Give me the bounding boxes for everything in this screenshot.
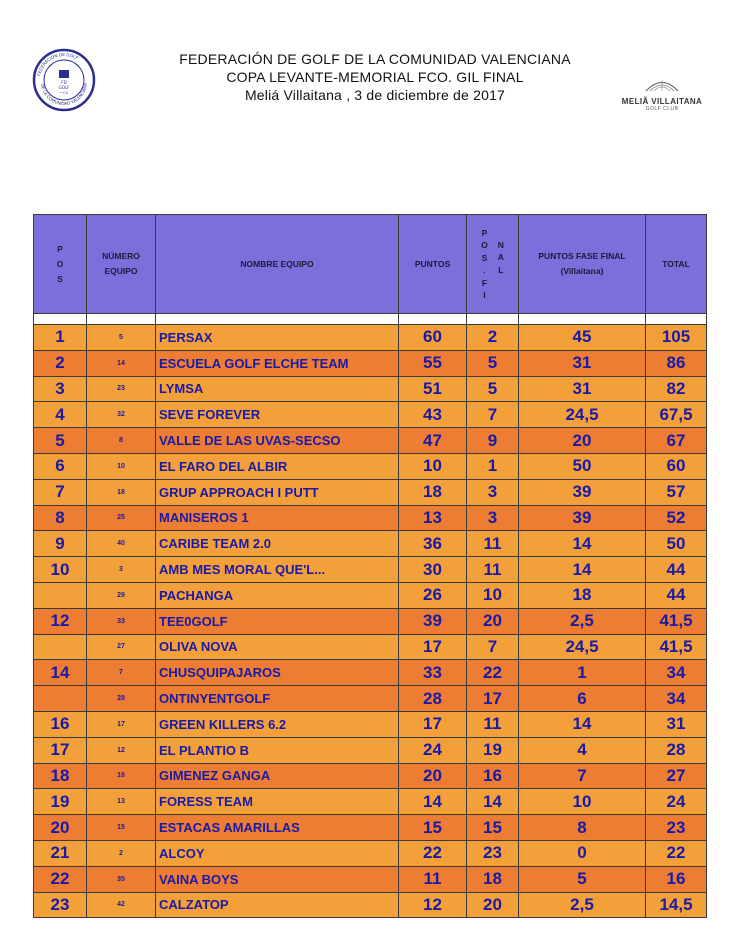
cell-pos-final: 10	[467, 582, 519, 608]
cell-puntos: 26	[399, 582, 467, 608]
cell-puntos-fase-final: 31	[519, 350, 646, 376]
cell-puntos-fase-final: 14	[519, 711, 646, 737]
table-row	[34, 505, 707, 531]
header-pos-final-letter: P	[481, 227, 488, 238]
cell-pos-final: 16	[467, 763, 519, 789]
cell-puntos: 36	[399, 531, 467, 557]
cell-puntos-fase-final: 24,5	[519, 634, 646, 660]
cell-pos: 5	[34, 428, 87, 454]
cell-total: 105	[646, 325, 707, 351]
cell-nombre-equipo: PACHANGA	[156, 582, 399, 608]
cell-puntos-fase-final: 2,5	[519, 892, 646, 918]
cell-total: 82	[646, 376, 707, 402]
cell-total: 44	[646, 582, 707, 608]
cell-pos: 4	[34, 402, 87, 428]
table-row	[34, 557, 707, 583]
table-row	[34, 350, 707, 376]
cell-puntos: 17	[399, 634, 467, 660]
cell-nombre-equipo: GREEN KILLERS 6.2	[156, 711, 399, 737]
cell-numero-equipo: 3	[87, 557, 156, 583]
cell-puntos-fase-final: 6	[519, 686, 646, 712]
header-puntos-fase-final	[519, 215, 646, 314]
header-pos-final-letter: S	[481, 252, 488, 263]
cell-numero-equipo: 35	[87, 866, 156, 892]
header-pos	[34, 215, 87, 314]
cell-total: 52	[646, 505, 707, 531]
cell-pos-final: 3	[467, 479, 519, 505]
cell-nombre-equipo: ONTINYENTGOLF	[156, 686, 399, 712]
cell-pos: 9	[34, 531, 87, 557]
cell-pos: 19	[34, 789, 87, 815]
cell-pos-final: 15	[467, 815, 519, 841]
cell-numero-equipo: 12	[87, 737, 156, 763]
table-row	[34, 660, 707, 686]
cell-puntos-fase-final: 1	[519, 660, 646, 686]
cell-nombre-equipo: PERSAX	[156, 325, 399, 351]
cell-pos-final: 19	[467, 737, 519, 763]
cell-numero-equipo: 40	[87, 531, 156, 557]
cell-numero-equipo: 29	[87, 582, 156, 608]
cell-pos	[34, 582, 87, 608]
cell-puntos-fase-final: 5	[519, 866, 646, 892]
cell-puntos: 47	[399, 428, 467, 454]
cell-puntos-fase-final: 39	[519, 505, 646, 531]
cell-nombre-equipo: CHUSQUIPAJAROS	[156, 660, 399, 686]
melia-villaitana-logo	[612, 78, 712, 118]
cell-pos: 7	[34, 479, 87, 505]
header-fase-final-line: (Villaitana)	[560, 266, 604, 276]
cell-nombre-equipo: CALZATOP	[156, 892, 399, 918]
cell-numero-equipo: 13	[87, 789, 156, 815]
cell-puntos-fase-final: 8	[519, 815, 646, 841]
cell-numero-equipo: 17	[87, 711, 156, 737]
melia-logo-sub: GOLF CLUB	[645, 106, 679, 112]
competition-title: COPA LEVANTE-MEMORIAL FCO. GIL FINAL	[226, 69, 524, 85]
cell-pos: 2	[34, 350, 87, 376]
cell-puntos-fase-final: 14	[519, 531, 646, 557]
cell-total: 31	[646, 711, 707, 737]
cell-pos: 21	[34, 840, 87, 866]
cell-puntos: 18	[399, 479, 467, 505]
cell-puntos: 14	[399, 789, 467, 815]
cell-pos: 1	[34, 325, 87, 351]
cell-numero-equipo: 10	[87, 453, 156, 479]
cell-nombre-equipo: MANISEROS 1	[156, 505, 399, 531]
cell-pos: 14	[34, 660, 87, 686]
cell-numero-equipo: 15	[87, 815, 156, 841]
cell-nombre-equipo: LYMSA	[156, 376, 399, 402]
table-row	[34, 376, 707, 402]
results-table-container	[33, 214, 706, 918]
cell-pos-final: 3	[467, 505, 519, 531]
cell-nombre-equipo: SEVE FOREVER	[156, 402, 399, 428]
cell-total: 28	[646, 737, 707, 763]
header-total: TOTAL	[646, 215, 707, 314]
header-numero-line: NÚMERO	[102, 251, 140, 261]
cell-nombre-equipo: AMB MES MORAL QUE'L...	[156, 557, 399, 583]
table-row	[34, 402, 707, 428]
cell-puntos-fase-final: 39	[519, 479, 646, 505]
cell-nombre-equipo: ESTACAS AMARILLAS	[156, 815, 399, 841]
venue-date: Meliá Villaitana , 3 de diciembre de 2017	[244, 87, 506, 103]
cell-nombre-equipo: OLIVA NOVA	[156, 634, 399, 660]
cell-puntos-fase-final: 4	[519, 737, 646, 763]
cell-total: 24	[646, 789, 707, 815]
cell-puntos: 17	[399, 711, 467, 737]
cell-puntos: 43	[399, 402, 467, 428]
cell-numero-equipo: 23	[87, 376, 156, 402]
cell-total: 41,5	[646, 608, 707, 634]
header-pos-final-letter: N	[497, 239, 504, 250]
cell-numero-equipo: 5	[87, 325, 156, 351]
cell-total: 60	[646, 453, 707, 479]
cell-nombre-equipo: VALLE DE LAS UVAS-SECSO	[156, 428, 399, 454]
cell-nombre-equipo: VAINA BOYS	[156, 866, 399, 892]
cell-total: 27	[646, 763, 707, 789]
cell-puntos: 55	[399, 350, 467, 376]
cell-numero-equipo: 25	[87, 505, 156, 531]
cell-total: 50	[646, 531, 707, 557]
cell-pos-final: 17	[467, 686, 519, 712]
federation-title: FEDERACIÓN DE GOLF DE LA COMUNIDAD VALENCIANA	[179, 51, 571, 67]
cell-numero-equipo: 14	[87, 350, 156, 376]
cell-pos: 8	[34, 505, 87, 531]
cell-pos: 22	[34, 866, 87, 892]
table-header-row	[34, 215, 707, 314]
cell-puntos-fase-final: 14	[519, 557, 646, 583]
header-pos-final-letter: A	[497, 252, 504, 262]
cell-pos-final: 11	[467, 531, 519, 557]
cell-pos: 17	[34, 737, 87, 763]
header-pos-letter: S	[57, 273, 63, 284]
cell-total: 34	[646, 660, 707, 686]
cell-puntos: 20	[399, 763, 467, 789]
table-row	[34, 453, 707, 479]
cell-numero-equipo: 42	[87, 892, 156, 918]
table-body	[34, 314, 707, 918]
cell-pos: 16	[34, 711, 87, 737]
cell-pos-final: 7	[467, 402, 519, 428]
cell-puntos: 22	[399, 840, 467, 866]
svg-text:• CV: • CV	[59, 91, 69, 95]
table-row	[34, 428, 707, 454]
cell-puntos-fase-final: 0	[519, 840, 646, 866]
cell-puntos: 60	[399, 325, 467, 351]
cell-numero-equipo: 33	[87, 608, 156, 634]
cell-pos-final: 1	[467, 453, 519, 479]
header-pos-final-letter: O	[481, 240, 488, 250]
header-pos-letter: P	[57, 243, 63, 254]
cell-puntos-fase-final: 2,5	[519, 608, 646, 634]
cell-puntos: 28	[399, 686, 467, 712]
header-numero-equipo	[87, 215, 156, 314]
header-nombre-equipo: NOMBRE EQUIPO	[156, 215, 399, 314]
cell-pos-final: 9	[467, 428, 519, 454]
svg-text:FD: FD	[61, 80, 67, 85]
cell-pos-final: 23	[467, 840, 519, 866]
table-row	[34, 892, 707, 918]
cell-nombre-equipo: TEE0GOLF	[156, 608, 399, 634]
svg-text:FEDERACIÓN DE GOLF: FEDERACIÓN DE GOLF	[36, 51, 79, 77]
cell-puntos: 11	[399, 866, 467, 892]
cell-nombre-equipo: EL PLANTIO B	[156, 737, 399, 763]
cell-total: 67	[646, 428, 707, 454]
cell-puntos: 10	[399, 453, 467, 479]
table-row	[34, 608, 707, 634]
table-row	[34, 479, 707, 505]
cell-puntos: 24	[399, 737, 467, 763]
title-block	[140, 50, 610, 104]
cell-puntos: 13	[399, 505, 467, 531]
cell-pos-final: 2	[467, 325, 519, 351]
header-fase-final-line: PUNTOS FASE FINAL	[538, 251, 626, 261]
cell-nombre-equipo: EL FARO DEL ALBIR	[156, 453, 399, 479]
cell-puntos: 30	[399, 557, 467, 583]
cell-total: 22	[646, 840, 707, 866]
table-row	[34, 815, 707, 841]
cell-puntos-fase-final: 10	[519, 789, 646, 815]
cell-pos	[34, 634, 87, 660]
cell-puntos-fase-final: 18	[519, 582, 646, 608]
header-pos-final	[467, 215, 519, 314]
cell-puntos-fase-final: 7	[519, 763, 646, 789]
cell-numero-equipo: 18	[87, 479, 156, 505]
cell-puntos: 51	[399, 376, 467, 402]
cell-pos-final: 14	[467, 789, 519, 815]
cell-puntos-fase-final: 20	[519, 428, 646, 454]
cell-total: 41,5	[646, 634, 707, 660]
cell-pos: 20	[34, 815, 87, 841]
cell-puntos: 39	[399, 608, 467, 634]
cell-pos-final: 5	[467, 376, 519, 402]
cell-pos-final: 11	[467, 557, 519, 583]
cell-pos: 12	[34, 608, 87, 634]
cell-numero-equipo: 28	[87, 686, 156, 712]
table-row	[34, 325, 707, 351]
header-pos-final-letter: I	[483, 290, 486, 300]
cell-pos	[34, 686, 87, 712]
svg-text:GOLF: GOLF	[58, 85, 70, 90]
table-row	[34, 763, 707, 789]
cell-puntos: 15	[399, 815, 467, 841]
page-header	[0, 0, 750, 120]
cell-pos-final: 20	[467, 892, 519, 918]
table-row	[34, 531, 707, 557]
cell-nombre-equipo: GIMENEZ GANGA	[156, 763, 399, 789]
melia-logo-name: MELIÃ VILLAITANA	[621, 97, 703, 106]
cell-total: 16	[646, 866, 707, 892]
cell-puntos-fase-final: 45	[519, 325, 646, 351]
header-pos-letter: O	[56, 258, 64, 269]
cell-total: 44	[646, 557, 707, 583]
cell-numero-equipo: 27	[87, 634, 156, 660]
header-numero-line: EQUIPO	[104, 266, 138, 276]
header-pos-final-letter: .	[483, 265, 486, 275]
cell-nombre-equipo: ALCOY	[156, 840, 399, 866]
cell-pos-final: 11	[467, 711, 519, 737]
header-puntos: PUNTOS	[399, 215, 467, 314]
cell-puntos: 33	[399, 660, 467, 686]
cell-nombre-equipo: FORESS TEAM	[156, 789, 399, 815]
cell-total: 23	[646, 815, 707, 841]
cell-pos: 23	[34, 892, 87, 918]
cell-numero-equipo: 8	[87, 428, 156, 454]
cell-pos: 3	[34, 376, 87, 402]
cell-nombre-equipo: CARIBE TEAM 2.0	[156, 531, 399, 557]
cell-total: 14,5	[646, 892, 707, 918]
table-row	[34, 737, 707, 763]
cell-pos-final: 18	[467, 866, 519, 892]
cell-numero-equipo: 32	[87, 402, 156, 428]
results-table	[33, 214, 707, 918]
cell-nombre-equipo: ESCUELA GOLF ELCHE TEAM	[156, 350, 399, 376]
cell-total: 67,5	[646, 402, 707, 428]
cell-numero-equipo: 16	[87, 763, 156, 789]
table-row	[34, 840, 707, 866]
cell-numero-equipo: 2	[87, 840, 156, 866]
cell-numero-equipo: 7	[87, 660, 156, 686]
cell-total: 86	[646, 350, 707, 376]
table-row	[34, 711, 707, 737]
table-row	[34, 582, 707, 608]
spacer-row	[34, 314, 707, 325]
cell-nombre-equipo: GRUP APPROACH I PUTT	[156, 479, 399, 505]
cell-pos-final: 20	[467, 608, 519, 634]
cell-total: 34	[646, 686, 707, 712]
cell-pos: 18	[34, 763, 87, 789]
cell-pos-final: 22	[467, 660, 519, 686]
federation-logo	[32, 48, 96, 112]
cell-pos-final: 5	[467, 350, 519, 376]
svg-text:DE LA COMUNIDAD VALENCIANA: DE LA COMUNIDAD VALENCIANA	[40, 82, 89, 107]
cell-puntos-fase-final: 24,5	[519, 402, 646, 428]
cell-puntos: 12	[399, 892, 467, 918]
table-row	[34, 634, 707, 660]
cell-pos: 10	[34, 557, 87, 583]
cell-pos-final: 7	[467, 634, 519, 660]
cell-puntos-fase-final: 50	[519, 453, 646, 479]
cell-puntos-fase-final: 31	[519, 376, 646, 402]
cell-total: 57	[646, 479, 707, 505]
header-pos-final-letter: F	[481, 277, 488, 288]
cell-pos: 6	[34, 453, 87, 479]
table-row	[34, 686, 707, 712]
dome-icon	[642, 78, 682, 92]
table-row	[34, 866, 707, 892]
table-row	[34, 789, 707, 815]
header-pos-final-letter: L	[498, 264, 504, 275]
